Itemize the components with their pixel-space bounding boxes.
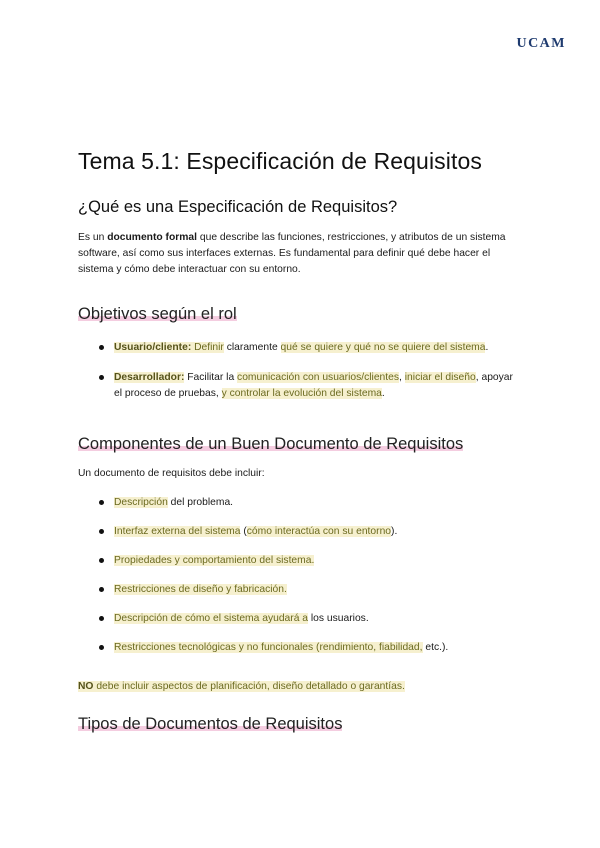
list-item-text: Descripción xyxy=(114,497,168,508)
section-heading-what-is: ¿Qué es una Especificación de Requisitos? xyxy=(78,198,398,216)
definition-text-end: que describe las funciones, restricciones, y atributos de un sistema software, así como sus interfaces externas. Es fundamental para definir qué debe hacer el sistema y cómo debe interactuar con su entorno. xyxy=(78,232,506,275)
section-objectives xyxy=(78,305,523,324)
list-item-text: comunicación con usuarios/clientes xyxy=(237,372,400,383)
list-item-text: Restricciones de diseño y fabricación. xyxy=(114,584,287,595)
list-item-text: ). xyxy=(391,526,398,537)
page-title: Tema 5.1: Especificación de Requisitos xyxy=(78,148,482,174)
list-item-text: . xyxy=(381,388,385,399)
list-item-text: qué se quiere y qué no se quiere del sistema xyxy=(280,342,486,353)
ucam-logo: UCAM xyxy=(516,36,566,51)
list-item-text: los usuarios. xyxy=(308,613,369,624)
list-item xyxy=(78,553,523,569)
role-label: Usuario/cliente: xyxy=(114,342,192,353)
list-item-text: , xyxy=(399,372,405,383)
list-item-text: Facilitar la xyxy=(184,372,238,383)
list-item-text: , apoyar el proceso de pruebas, xyxy=(114,372,513,399)
section-types xyxy=(78,715,523,734)
exclusion-note xyxy=(78,679,523,695)
list-item-text: Interfaz externa del sistema xyxy=(114,526,241,537)
note-bold: NO xyxy=(78,681,94,692)
list-item-text: del problema. xyxy=(167,497,234,508)
components-list xyxy=(78,495,523,656)
document-body xyxy=(78,148,523,750)
section-heading-objectives: Objetivos según el rol xyxy=(78,305,237,323)
list-item-text: iniciar el diseño xyxy=(404,372,476,383)
note-text: debe incluir aspectos de planificación, diseño detallado o garantías. xyxy=(93,681,405,692)
list-item-text: Propiedades y comportamiento del sistema. xyxy=(114,555,315,566)
list-item xyxy=(78,640,523,656)
list-item-text: . xyxy=(485,342,489,353)
role-label: Desarrollador: xyxy=(114,372,185,383)
list-item xyxy=(78,582,523,598)
list-item-text: claramente xyxy=(223,342,281,353)
definition-text-start: Es un xyxy=(78,232,108,243)
list-item-text: y controlar la evolución del sistema xyxy=(221,388,382,399)
definition-paragraph xyxy=(78,230,523,278)
section-heading-types: Tipos de Documentos de Requisitos xyxy=(78,715,343,733)
list-item xyxy=(78,611,523,627)
definition-bold: documento formal xyxy=(107,232,198,243)
list-item-text: ( xyxy=(240,526,247,537)
list-item-text: etc.). xyxy=(422,642,449,653)
list-item-text: Restricciones tecnológicas y no funcionales (rendimiento, fiabilidad, xyxy=(114,642,423,653)
list-item xyxy=(78,524,523,540)
list-item-text: cómo interactúa con su entorno xyxy=(246,526,392,537)
list-item xyxy=(78,370,523,402)
section-components xyxy=(78,435,523,454)
components-intro: Un documento de requisitos debe incluir: xyxy=(78,468,265,479)
list-item-text: Definir xyxy=(191,342,224,353)
objectives-list xyxy=(78,340,523,402)
list-item-text: Descripción de cómo el sistema ayudará a xyxy=(114,613,309,624)
list-item xyxy=(78,495,523,511)
list-item xyxy=(78,340,523,356)
section-heading-components: Componentes de un Buen Documento de Requisitos xyxy=(78,435,464,453)
